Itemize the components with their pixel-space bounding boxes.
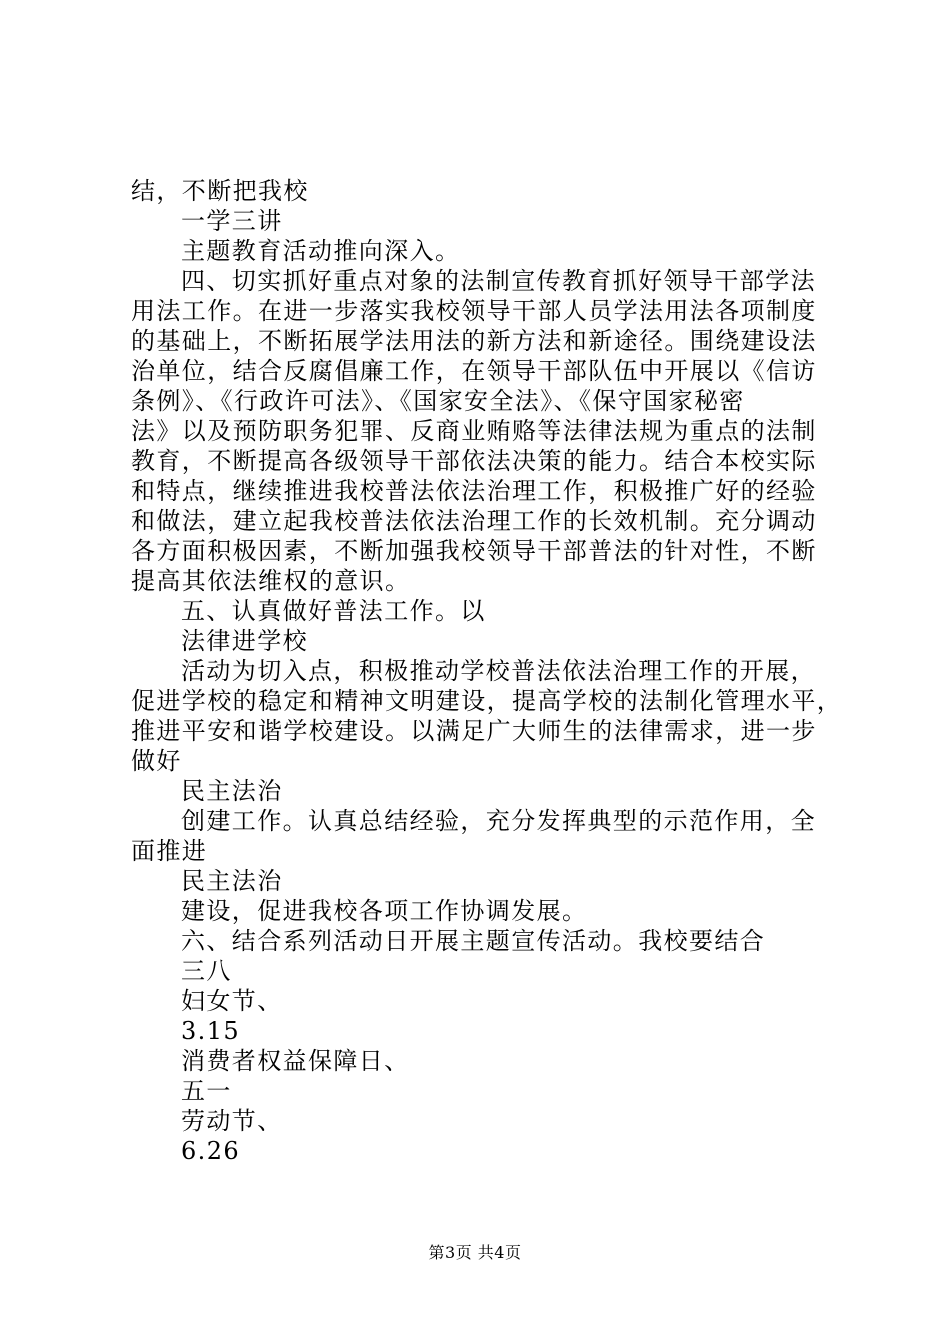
- text-line-30: 消费者权益保障日、: [181, 1047, 410, 1075]
- text-line-32: 劳动节、: [181, 1107, 283, 1135]
- text-line-16: 法律进学校: [181, 627, 308, 655]
- text-line-3: 主题教育活动推向深入。: [181, 237, 461, 265]
- text-line-15: 五、认真做好普法工作。以: [181, 597, 486, 625]
- text-line-10: 教育，不断提高各级领导干部依法决策的能力。结合本校实际: [131, 447, 817, 475]
- text-line-22: 创建工作。认真总结经验，充分发挥典型的示范作用，全: [181, 807, 816, 835]
- text-line-28: 妇女节、: [181, 987, 283, 1015]
- page-number-footer: 第3页 共4页: [428, 1243, 522, 1262]
- text-line-14: 提高其依法维权的意识。: [131, 567, 411, 595]
- text-line-26: 六、结合系列活动日开展主题宣传活动。我校要结合: [181, 927, 766, 955]
- text-line-1: 结，不断把我校: [131, 177, 309, 205]
- text-line-2: 一学三讲: [181, 207, 283, 235]
- text-line-11: 和特点，继续推进我校普法依法治理工作，积极推广好的经验: [131, 477, 817, 505]
- text-line-27: 三八: [181, 957, 232, 985]
- text-line-7: 治单位，结合反腐倡廉工作，在领导干部队伍中开展以《信访: [131, 357, 817, 385]
- text-line-20: 做好: [131, 747, 182, 775]
- text-line-13: 各方面积极因素，不断加强我校领导干部普法的针对性，不断: [131, 537, 817, 565]
- text-line-12: 和做法，建立起我校普法依法治理工作的长效机制。充分调动: [131, 507, 817, 535]
- text-line-9: 法》以及预防职务犯罪、反商业贿赂等法律法规为重点的法制: [131, 417, 817, 445]
- text-line-25: 建设，促进我校各项工作协调发展。: [181, 897, 588, 925]
- text-line-29: 3.15: [181, 1017, 241, 1045]
- text-line-4: 四、切实抓好重点对象的法制宣传教育抓好领导干部学法: [181, 267, 816, 295]
- text-line-31: 五一: [181, 1077, 232, 1105]
- text-line-21: 民主法治: [181, 777, 283, 805]
- text-line-17: 活动为切入点，积极推动学校普法依法治理工作的开展，: [181, 657, 816, 685]
- text-line-18: 促进学校的稳定和精神文明建设，提高学校的法制化管理水平，: [131, 687, 843, 715]
- text-line-6: 的基础上，不断拓展学法用法的新方法和新途径。围绕建设法: [131, 327, 817, 355]
- text-line-19: 推进平安和谐学校建设。以满足广大师生的法律需求，进一步: [131, 717, 817, 745]
- text-line-5: 用法工作。在进一步落实我校领导干部人员学法用法各项制度: [131, 297, 817, 325]
- text-line-24: 民主法治: [181, 867, 283, 895]
- text-line-23: 面推进: [131, 837, 208, 865]
- text-line-8: 条例》、《行政许可法》、《国家安全法》、《保守国家秘密: [131, 387, 745, 415]
- text-line-33: 6.26: [181, 1137, 241, 1165]
